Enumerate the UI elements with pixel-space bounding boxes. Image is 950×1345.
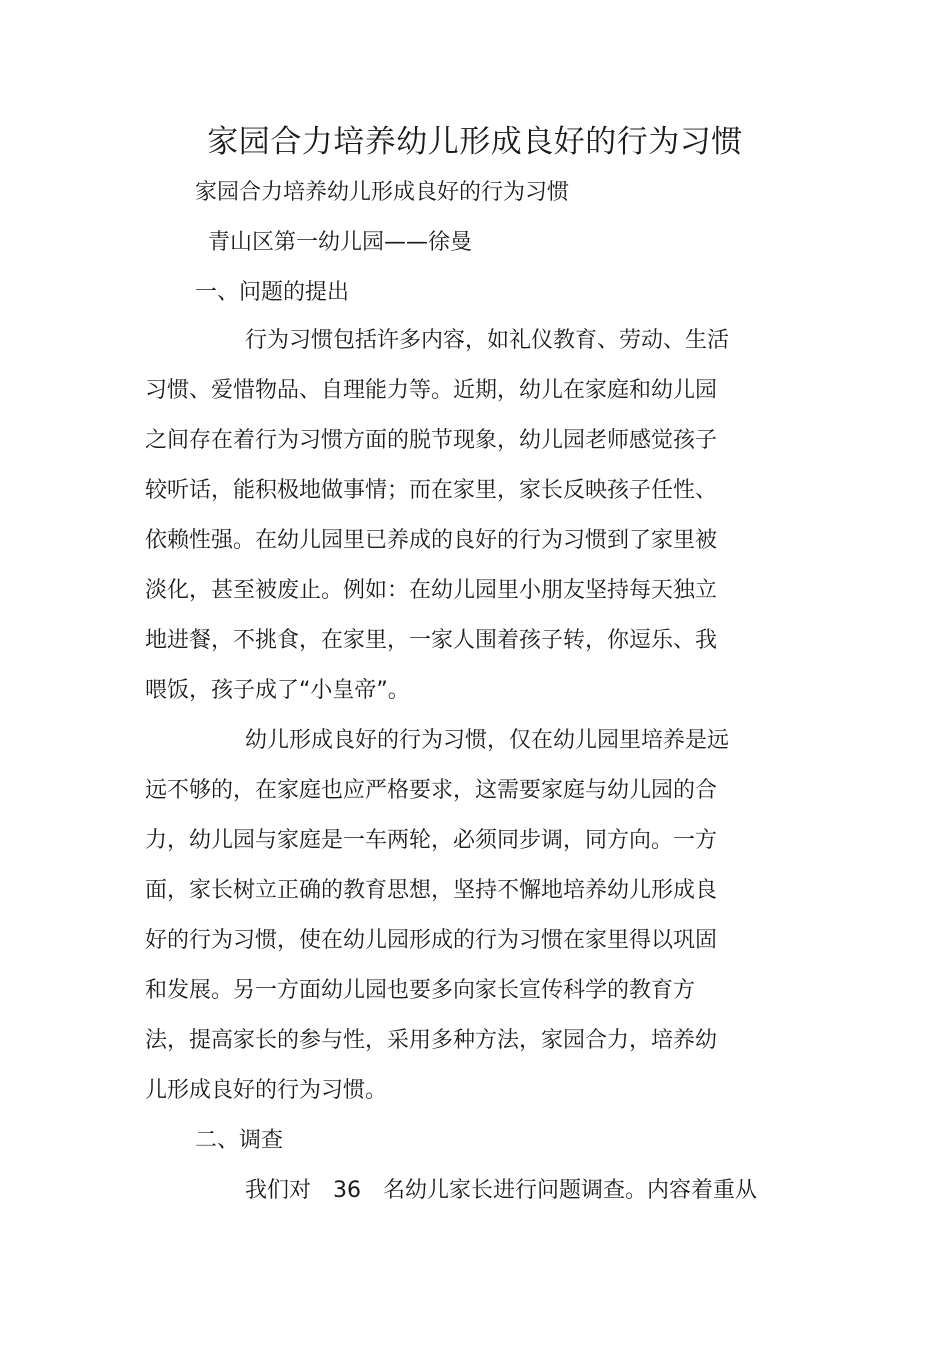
author-line: 青山区第一幼儿园——徐曼	[208, 230, 473, 255]
paragraph-line: 法，提高家长的参与性，采用多种方法，家园合力，培养幼	[145, 1028, 718, 1053]
paragraph-line: 淡化，甚至被废止。例如：在幼儿园里小朋友坚持每天独立	[145, 578, 718, 603]
paragraph-line: 面，家长树立正确的教育思想，坚持不懈地培养幼儿形成良	[145, 878, 718, 903]
paragraph-line: 力，幼儿园与家庭是一车两轮，必须同步调，同方向。一方	[145, 828, 718, 853]
document-subtitle: 家园合力培养幼儿形成良好的行为习惯	[195, 180, 570, 205]
paragraph-line: 远不够的，在家庭也应严格要求，这需要家庭与幼儿园的合	[145, 778, 718, 803]
paragraph-1	[145, 316, 765, 716]
paragraph-line: 行为习惯包括许多内容，如礼仪教育、劳动、生活	[245, 328, 730, 353]
paragraph-line: 和发展。另一方面幼儿园也要多向家长宣传科学的教育方	[145, 978, 696, 1003]
paragraph-line: 之间存在着行为习惯方面的脱节现象，幼儿园老师感觉孩子	[145, 428, 718, 453]
paragraph-line: 喂饭，孩子成了“小皇帝”。	[145, 678, 410, 703]
paragraph-line: 习惯、爱惜物品、自理能力等。近期，幼儿在家庭和幼儿园	[145, 378, 718, 403]
section-heading-2: 二、调查	[195, 1128, 284, 1153]
paragraph-line: 依赖性强。在幼儿园里已养成的良好的行为习惯到了家里被	[145, 528, 718, 553]
paragraph-line: 幼儿形成良好的行为习惯，仅在幼儿园里培养是远	[245, 728, 730, 753]
paragraph-line: 较听话，能积极地做事情；而在家里，家长反映孩子任性、	[145, 478, 718, 503]
section-heading-1: 一、问题的提出	[195, 280, 350, 305]
paragraph-line: 儿形成良好的行为习惯。	[145, 1078, 388, 1103]
paragraph-line: 我们对 36 名幼儿家长进行问题调查。内容着重从	[245, 1178, 757, 1203]
paragraph-line: 地进餐，不挑食，在家里，一家人围着孩子转，你逗乐、我	[145, 628, 718, 653]
paragraph-2	[145, 716, 765, 1116]
document-title: 家园合力培养幼儿形成良好的行为习惯	[207, 124, 743, 160]
paragraph-line: 好的行为习惯，使在幼儿园形成的行为习惯在家里得以巩固	[145, 928, 718, 953]
paragraph-3	[145, 1166, 765, 1216]
